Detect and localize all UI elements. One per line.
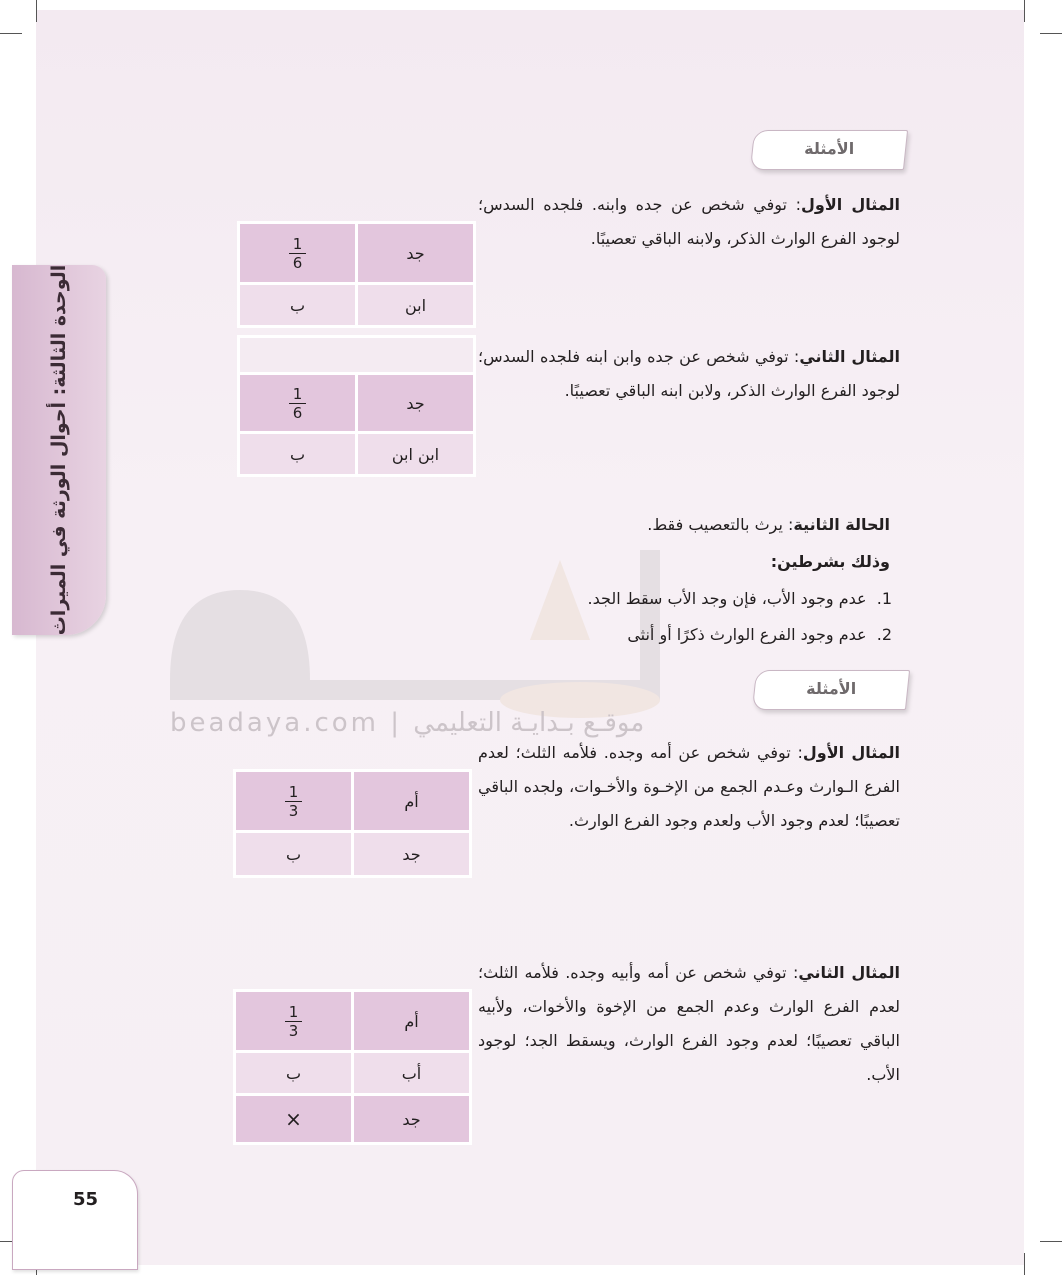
page-number: 55	[73, 1189, 99, 1210]
condition-number: 1.	[876, 589, 892, 608]
watermark-site-text: beadaya.com | موقـع بـدايـة التعليمي	[170, 708, 645, 738]
fraction: $\frac{1}{3}$	[285, 1003, 303, 1040]
crop-mark	[1024, 1253, 1025, 1275]
share-cell	[240, 375, 355, 431]
blank-cell	[240, 338, 473, 372]
share-cell: ×	[236, 1096, 351, 1142]
share-cell: ب	[240, 434, 355, 474]
example-label: المثال الثاني	[798, 963, 901, 982]
case-2-line	[478, 508, 890, 542]
example-3-table	[233, 769, 472, 878]
conditions-heading: وذلك بشرطين:	[770, 552, 890, 571]
table-row	[236, 1096, 469, 1142]
fraction: $\frac{1}{6}$	[289, 385, 307, 422]
share-cell: ب	[236, 1053, 351, 1093]
heir-cell: ابن	[358, 285, 473, 325]
table-row	[240, 338, 473, 372]
case-label: الحالة الثانية	[793, 515, 890, 534]
example-text: : توفي شخص عن جده وابنه. فلجده السدس؛ لوجود الفرع الوارث الذكر، ولابنه الباقي تعصيبًا.	[478, 195, 900, 248]
crop-mark	[0, 33, 22, 34]
crop-mark	[1024, 0, 1025, 22]
fraction: $\frac{1}{3}$	[285, 783, 303, 820]
examples-heading-tab	[750, 130, 908, 170]
crop-mark	[1040, 33, 1062, 34]
heir-cell: أم	[354, 772, 469, 830]
table-row	[240, 285, 473, 325]
heir-cell: جد	[358, 224, 473, 282]
crop-mark	[36, 0, 37, 22]
table-row	[236, 833, 469, 875]
example-label: المثال الثاني	[799, 347, 901, 366]
example-text: : توفي شخص عن جده وابن ابنه فلجده السدس؛ لوجود الفرع الوارث الذكر، ولابن ابنه الباقي تعصيبًا.	[478, 347, 900, 400]
share-cell: ب	[240, 285, 355, 325]
condition-text: عدم وجود الفرع الوارث ذكرًا أو أنثى	[627, 625, 867, 644]
examples-heading: الأمثلة	[806, 679, 857, 698]
condition-number: 2.	[876, 625, 892, 644]
condition-item	[627, 625, 892, 644]
example-2-table	[237, 335, 476, 477]
example-text: : توفي شخص عن أمه وأبيه وجده. فلأمه الثلث؛ لعدم الفرع الوارث وعدم الجمع من الإخوة والأخوات، ولأبيه الباقي تعصيبًا؛ لعدم وجود الفرع الوارث، ويسقط الجد؛ لوجود الأب.	[478, 963, 900, 1084]
page-number-box	[12, 1170, 138, 1270]
share-cell: ب	[236, 833, 351, 875]
crop-mark	[1040, 1241, 1062, 1242]
condition-text: عدم وجود الأب، فإن وجد الأب سقط الجد.	[587, 589, 867, 608]
example-label: المثال الأول	[802, 743, 901, 762]
examples-heading-tab	[752, 670, 910, 710]
condition-item	[588, 589, 892, 608]
example-1-paragraph	[478, 188, 900, 256]
example-4-paragraph	[478, 956, 900, 1092]
unit-title: الوحدة الثالثة: أحوال الورثة في الميراث	[48, 264, 70, 636]
heir-cell: أب	[354, 1053, 469, 1093]
heir-cell: أم	[354, 992, 469, 1050]
table-row	[240, 434, 473, 474]
share-cell	[236, 992, 351, 1050]
example-1-table	[237, 221, 476, 328]
example-text: : توفي شخص عن أمه وجده. فلأمه الثلث؛ لعدم الفرع الـوارث وعـدم الجمع من الإخـوة والأخـوات، ولجده الباقي تعصيبًا؛ لعدم وجود الأب ولعدم وجود الفرع الوارث.	[478, 743, 900, 830]
case-text: : يرث بالتعصيب فقط.	[647, 515, 794, 534]
table-row	[236, 772, 469, 830]
unit-side-tab	[12, 265, 106, 635]
fraction: $\frac{1}{6}$	[289, 235, 307, 272]
table-row	[240, 224, 473, 282]
example-label: المثال الأول	[801, 195, 900, 214]
table-row	[236, 992, 469, 1050]
heir-cell: جد	[354, 1096, 469, 1142]
example-4-table	[233, 989, 472, 1145]
example-2-paragraph	[478, 340, 900, 408]
heir-cell: جد	[358, 375, 473, 431]
table-row	[240, 375, 473, 431]
example-3-paragraph	[478, 736, 900, 838]
heir-cell: ابن ابن	[358, 434, 473, 474]
heir-cell: جد	[354, 833, 469, 875]
examples-heading: الأمثلة	[804, 139, 855, 158]
table-row	[236, 1053, 469, 1093]
share-cell	[236, 772, 351, 830]
share-cell	[240, 224, 355, 282]
